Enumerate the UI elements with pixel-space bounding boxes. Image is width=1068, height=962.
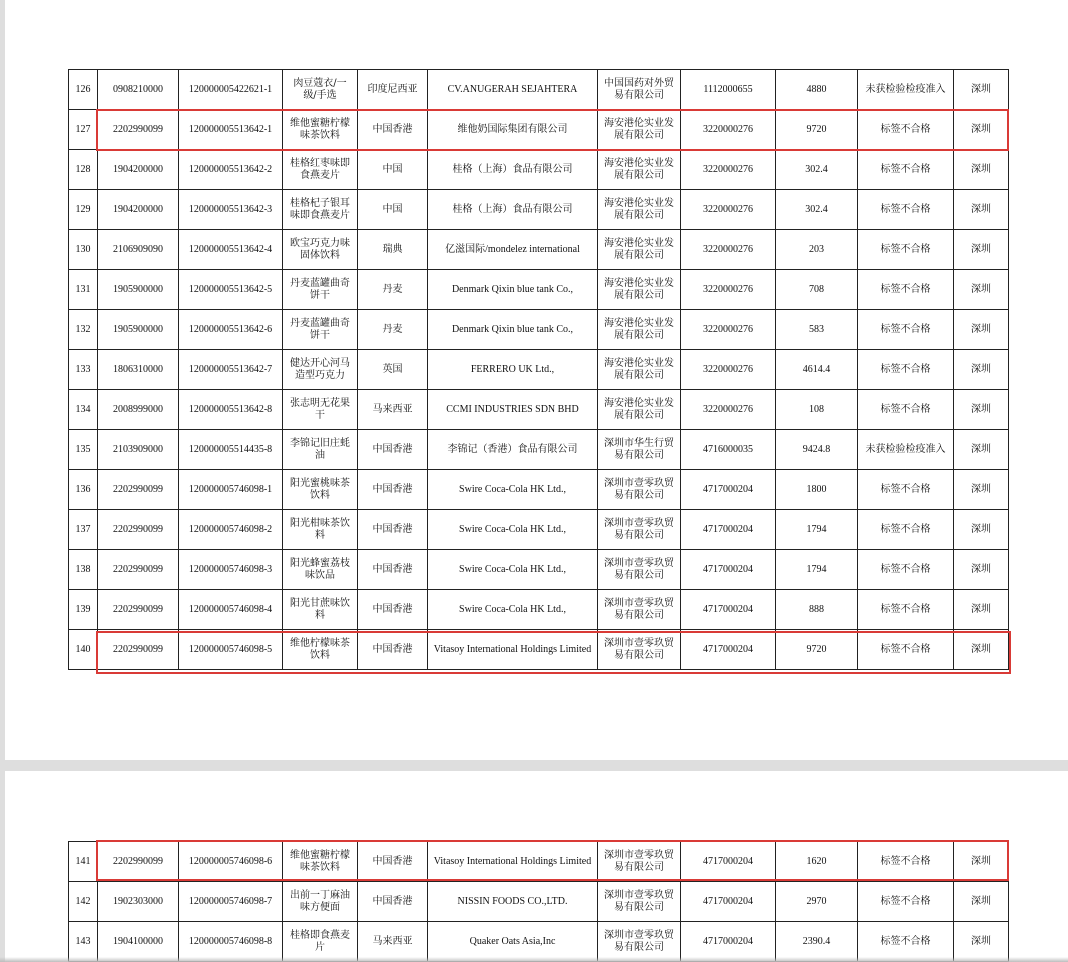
cell-declaration-number: 120000005746098-7	[179, 882, 283, 922]
table-row	[69, 70, 1009, 110]
cell-importer-code: 4717000204	[681, 630, 776, 670]
cell-manufacturer: 亿滋国际/mondelez international	[428, 230, 598, 270]
cell-manufacturer: Vitasoy International Holdings Limited	[428, 630, 598, 670]
cell-hs-code: 2008999000	[98, 390, 179, 430]
cell-reason: 标签不合格	[858, 922, 954, 962]
cell-port: 深圳	[954, 922, 1009, 962]
cell-hs-code: 1905900000	[98, 310, 179, 350]
cell-manufacturer: Quaker Oats Asia,Inc	[428, 922, 598, 962]
cell-origin: 印度尼西亚	[358, 70, 428, 110]
cell-row-number: 134	[69, 390, 98, 430]
table-row	[69, 630, 1009, 670]
cell-weight: 4614.4	[776, 350, 858, 390]
scroll-edge	[0, 957, 1068, 962]
table-row	[69, 590, 1009, 630]
cell-manufacturer: Swire Coca-Cola HK Ltd.,	[428, 470, 598, 510]
table-row	[69, 110, 1009, 150]
cell-origin: 中国香港	[358, 510, 428, 550]
table-row	[69, 550, 1009, 590]
cell-product-name: 李锦记旧庄蚝油	[283, 430, 358, 470]
cell-declaration-number: 120000005513642-6	[179, 310, 283, 350]
cell-manufacturer: Swire Coca-Cola HK Ltd.,	[428, 590, 598, 630]
cell-row-number: 143	[69, 922, 98, 962]
inspection-table-page-2	[68, 841, 1009, 962]
cell-reason: 标签不合格	[858, 310, 954, 350]
inspection-table-page-1	[68, 69, 1009, 670]
cell-row-number: 135	[69, 430, 98, 470]
cell-importer-code: 3220000276	[681, 230, 776, 270]
cell-weight: 708	[776, 270, 858, 310]
cell-declaration-number: 120000005513642-8	[179, 390, 283, 430]
cell-weight: 583	[776, 310, 858, 350]
cell-weight: 9424.8	[776, 430, 858, 470]
cell-row-number: 128	[69, 150, 98, 190]
cell-product-name: 桂格杞子银耳味即食燕麦片	[283, 190, 358, 230]
cell-declaration-number: 120000005513642-2	[179, 150, 283, 190]
cell-reason: 标签不合格	[858, 842, 954, 882]
cell-row-number: 141	[69, 842, 98, 882]
cell-declaration-number: 120000005746098-1	[179, 470, 283, 510]
cell-manufacturer: FERRERO UK Ltd.,	[428, 350, 598, 390]
cell-product-name: 维他蜜糖柠檬味茶饮料	[283, 842, 358, 882]
cell-declaration-number: 120000005513642-5	[179, 270, 283, 310]
cell-importer: 深圳市壹零玖贸易有限公司	[598, 590, 681, 630]
cell-reason: 标签不合格	[858, 630, 954, 670]
cell-reason: 标签不合格	[858, 350, 954, 390]
cell-declaration-number: 120000005513642-1	[179, 110, 283, 150]
cell-weight: 2390.4	[776, 922, 858, 962]
table-row	[69, 882, 1009, 922]
cell-weight: 2970	[776, 882, 858, 922]
cell-weight: 1800	[776, 470, 858, 510]
cell-hs-code: 1904200000	[98, 150, 179, 190]
cell-port: 深圳	[954, 430, 1009, 470]
cell-reason: 标签不合格	[858, 150, 954, 190]
cell-importer: 深圳市壹零玖贸易有限公司	[598, 550, 681, 590]
cell-importer: 深圳市壹零玖贸易有限公司	[598, 922, 681, 962]
cell-importer-code: 4717000204	[681, 550, 776, 590]
cell-port: 深圳	[954, 270, 1009, 310]
cell-port: 深圳	[954, 882, 1009, 922]
cell-importer-code: 4717000204	[681, 470, 776, 510]
table-row	[69, 270, 1009, 310]
cell-weight: 9720	[776, 630, 858, 670]
cell-row-number: 131	[69, 270, 98, 310]
cell-importer-code: 4717000204	[681, 922, 776, 962]
cell-row-number: 127	[69, 110, 98, 150]
cell-hs-code: 2202990099	[98, 550, 179, 590]
cell-importer: 海安港伦实业发展有限公司	[598, 190, 681, 230]
cell-importer-code: 3220000276	[681, 390, 776, 430]
cell-importer-code: 4717000204	[681, 842, 776, 882]
cell-product-name: 肉豆蔻衣/一级/手选	[283, 70, 358, 110]
cell-port: 深圳	[954, 350, 1009, 390]
cell-row-number: 136	[69, 470, 98, 510]
cell-importer-code: 4717000204	[681, 510, 776, 550]
table-row	[69, 310, 1009, 350]
cell-declaration-number: 120000005514435-8	[179, 430, 283, 470]
cell-importer-code: 3220000276	[681, 150, 776, 190]
cell-port: 深圳	[954, 550, 1009, 590]
cell-reason: 标签不合格	[858, 230, 954, 270]
table-row	[69, 510, 1009, 550]
cell-weight: 108	[776, 390, 858, 430]
document-page-2	[5, 771, 1068, 962]
cell-row-number: 130	[69, 230, 98, 270]
cell-manufacturer: Swire Coca-Cola HK Ltd.,	[428, 510, 598, 550]
cell-weight: 9720	[776, 110, 858, 150]
cell-importer-code: 3220000276	[681, 350, 776, 390]
cell-importer: 海安港伦实业发展有限公司	[598, 350, 681, 390]
cell-reason: 标签不合格	[858, 550, 954, 590]
cell-product-name: 欧宝巧克力味固体饮料	[283, 230, 358, 270]
cell-manufacturer: 李锦记（香港）食品有限公司	[428, 430, 598, 470]
cell-reason: 标签不合格	[858, 470, 954, 510]
cell-origin: 马来西亚	[358, 922, 428, 962]
cell-importer: 海安港伦实业发展有限公司	[598, 270, 681, 310]
cell-hs-code: 1904100000	[98, 922, 179, 962]
table-row	[69, 430, 1009, 470]
cell-reason: 标签不合格	[858, 390, 954, 430]
cell-hs-code: 2202990099	[98, 470, 179, 510]
cell-row-number: 137	[69, 510, 98, 550]
cell-weight: 203	[776, 230, 858, 270]
cell-importer: 深圳市华生行贸易有限公司	[598, 430, 681, 470]
cell-declaration-number: 120000005422621-1	[179, 70, 283, 110]
cell-importer: 深圳市壹零玖贸易有限公司	[598, 842, 681, 882]
cell-importer-code: 4717000204	[681, 882, 776, 922]
cell-importer: 海安港伦实业发展有限公司	[598, 110, 681, 150]
cell-declaration-number: 120000005746098-6	[179, 842, 283, 882]
cell-origin: 中国香港	[358, 630, 428, 670]
cell-manufacturer: CCMI INDUSTRIES SDN BHD	[428, 390, 598, 430]
cell-row-number: 140	[69, 630, 98, 670]
cell-reason: 标签不合格	[858, 270, 954, 310]
cell-hs-code: 2202990099	[98, 590, 179, 630]
cell-reason: 标签不合格	[858, 882, 954, 922]
cell-product-name: 维他蜜糖柠檬味茶饮料	[283, 110, 358, 150]
cell-importer: 中国国药对外贸易有限公司	[598, 70, 681, 110]
cell-manufacturer: CV.ANUGERAH SEJAHTERA	[428, 70, 598, 110]
table-row	[69, 150, 1009, 190]
table-row	[69, 190, 1009, 230]
cell-product-name: 丹麦蓝罐曲奇饼干	[283, 310, 358, 350]
cell-port: 深圳	[954, 842, 1009, 882]
cell-weight: 888	[776, 590, 858, 630]
cell-origin: 中国香港	[358, 590, 428, 630]
cell-importer: 深圳市壹零玖贸易有限公司	[598, 882, 681, 922]
cell-manufacturer: Denmark Qixin blue tank Co.,	[428, 310, 598, 350]
cell-product-name: 张志明无花果干	[283, 390, 358, 430]
cell-origin: 中国香港	[358, 470, 428, 510]
cell-hs-code: 2202990099	[98, 110, 179, 150]
cell-importer-code: 3220000276	[681, 310, 776, 350]
cell-hs-code: 2202990099	[98, 630, 179, 670]
cell-product-name: 健达开心河马造型巧克力	[283, 350, 358, 390]
cell-weight: 4880	[776, 70, 858, 110]
cell-manufacturer: 桂格（上海）食品有限公司	[428, 150, 598, 190]
cell-product-name: 阳光柑味茶饮料	[283, 510, 358, 550]
cell-importer-code: 4717000204	[681, 590, 776, 630]
cell-origin: 中国香港	[358, 842, 428, 882]
cell-weight: 1620	[776, 842, 858, 882]
cell-reason: 标签不合格	[858, 190, 954, 230]
cell-product-name: 阳光蜜桃味茶饮料	[283, 470, 358, 510]
cell-manufacturer: NISSIN FOODS CO.,LTD.	[428, 882, 598, 922]
cell-row-number: 139	[69, 590, 98, 630]
cell-importer-code: 3220000276	[681, 190, 776, 230]
cell-importer: 海安港伦实业发展有限公司	[598, 230, 681, 270]
cell-manufacturer: Denmark Qixin blue tank Co.,	[428, 270, 598, 310]
cell-declaration-number: 120000005746098-3	[179, 550, 283, 590]
cell-product-name: 桂格即食燕麦片	[283, 922, 358, 962]
cell-row-number: 126	[69, 70, 98, 110]
cell-weight: 1794	[776, 510, 858, 550]
cell-weight: 1794	[776, 550, 858, 590]
cell-product-name: 桂格红枣味即食燕麦片	[283, 150, 358, 190]
cell-origin: 英国	[358, 350, 428, 390]
cell-reason: 标签不合格	[858, 510, 954, 550]
table-row	[69, 922, 1009, 962]
cell-importer: 海安港伦实业发展有限公司	[598, 150, 681, 190]
cell-importer-code: 1112000655	[681, 70, 776, 110]
cell-port: 深圳	[954, 110, 1009, 150]
cell-importer-code: 3220000276	[681, 270, 776, 310]
cell-row-number: 142	[69, 882, 98, 922]
cell-product-name: 维他柠檬味茶饮料	[283, 630, 358, 670]
cell-port: 深圳	[954, 470, 1009, 510]
cell-origin: 丹麦	[358, 310, 428, 350]
cell-port: 深圳	[954, 230, 1009, 270]
cell-importer: 深圳市壹零玖贸易有限公司	[598, 470, 681, 510]
table-row	[69, 350, 1009, 390]
cell-reason: 未获检验检疫准入	[858, 70, 954, 110]
cell-weight: 302.4	[776, 190, 858, 230]
table-row	[69, 842, 1009, 882]
cell-port: 深圳	[954, 510, 1009, 550]
cell-origin: 瑞典	[358, 230, 428, 270]
table-row	[69, 470, 1009, 510]
cell-product-name: 阳光甘蔗味饮料	[283, 590, 358, 630]
cell-row-number: 138	[69, 550, 98, 590]
document-page-1	[5, 0, 1068, 760]
cell-importer-code: 4716000035	[681, 430, 776, 470]
cell-hs-code: 1806310000	[98, 350, 179, 390]
cell-declaration-number: 120000005746098-2	[179, 510, 283, 550]
cell-declaration-number: 120000005513642-4	[179, 230, 283, 270]
cell-product-name: 丹麦蓝罐曲奇饼干	[283, 270, 358, 310]
cell-row-number: 129	[69, 190, 98, 230]
cell-importer: 海安港伦实业发展有限公司	[598, 390, 681, 430]
cell-origin: 中国	[358, 190, 428, 230]
cell-declaration-number: 120000005513642-3	[179, 190, 283, 230]
cell-port: 深圳	[954, 310, 1009, 350]
cell-weight: 302.4	[776, 150, 858, 190]
cell-origin: 中国	[358, 150, 428, 190]
cell-reason: 未获检验检疫准入	[858, 430, 954, 470]
cell-manufacturer: Swire Coca-Cola HK Ltd.,	[428, 550, 598, 590]
cell-origin: 中国香港	[358, 430, 428, 470]
cell-importer: 深圳市壹零玖贸易有限公司	[598, 630, 681, 670]
cell-manufacturer: Vitasoy International Holdings Limited	[428, 842, 598, 882]
cell-manufacturer: 维他奶国际集团有限公司	[428, 110, 598, 150]
cell-origin: 丹麦	[358, 270, 428, 310]
cell-reason: 标签不合格	[858, 590, 954, 630]
cell-declaration-number: 120000005746098-4	[179, 590, 283, 630]
cell-hs-code: 1905900000	[98, 270, 179, 310]
table-row	[69, 390, 1009, 430]
cell-port: 深圳	[954, 590, 1009, 630]
cell-port: 深圳	[954, 630, 1009, 670]
cell-port: 深圳	[954, 70, 1009, 110]
cell-row-number: 132	[69, 310, 98, 350]
cell-importer-code: 3220000276	[681, 110, 776, 150]
cell-declaration-number: 120000005513642-7	[179, 350, 283, 390]
cell-hs-code: 2106909090	[98, 230, 179, 270]
cell-reason: 标签不合格	[858, 110, 954, 150]
cell-declaration-number: 120000005746098-5	[179, 630, 283, 670]
cell-port: 深圳	[954, 150, 1009, 190]
cell-manufacturer: 桂格（上海）食品有限公司	[428, 190, 598, 230]
cell-origin: 马来西亚	[358, 390, 428, 430]
cell-product-name: 出前一丁麻油味方便面	[283, 882, 358, 922]
cell-origin: 中国香港	[358, 110, 428, 150]
cell-hs-code: 1902303000	[98, 882, 179, 922]
cell-importer: 深圳市壹零玖贸易有限公司	[598, 510, 681, 550]
cell-hs-code: 0908210000	[98, 70, 179, 110]
cell-port: 深圳	[954, 390, 1009, 430]
cell-origin: 中国香港	[358, 882, 428, 922]
cell-hs-code: 2202990099	[98, 510, 179, 550]
cell-importer: 海安港伦实业发展有限公司	[598, 310, 681, 350]
cell-declaration-number: 120000005746098-8	[179, 922, 283, 962]
cell-hs-code: 2103909000	[98, 430, 179, 470]
cell-hs-code: 2202990099	[98, 842, 179, 882]
cell-hs-code: 1904200000	[98, 190, 179, 230]
cell-origin: 中国香港	[358, 550, 428, 590]
cell-port: 深圳	[954, 190, 1009, 230]
cell-row-number: 133	[69, 350, 98, 390]
table-row	[69, 230, 1009, 270]
cell-product-name: 阳光蜂蜜荔枝味饮品	[283, 550, 358, 590]
